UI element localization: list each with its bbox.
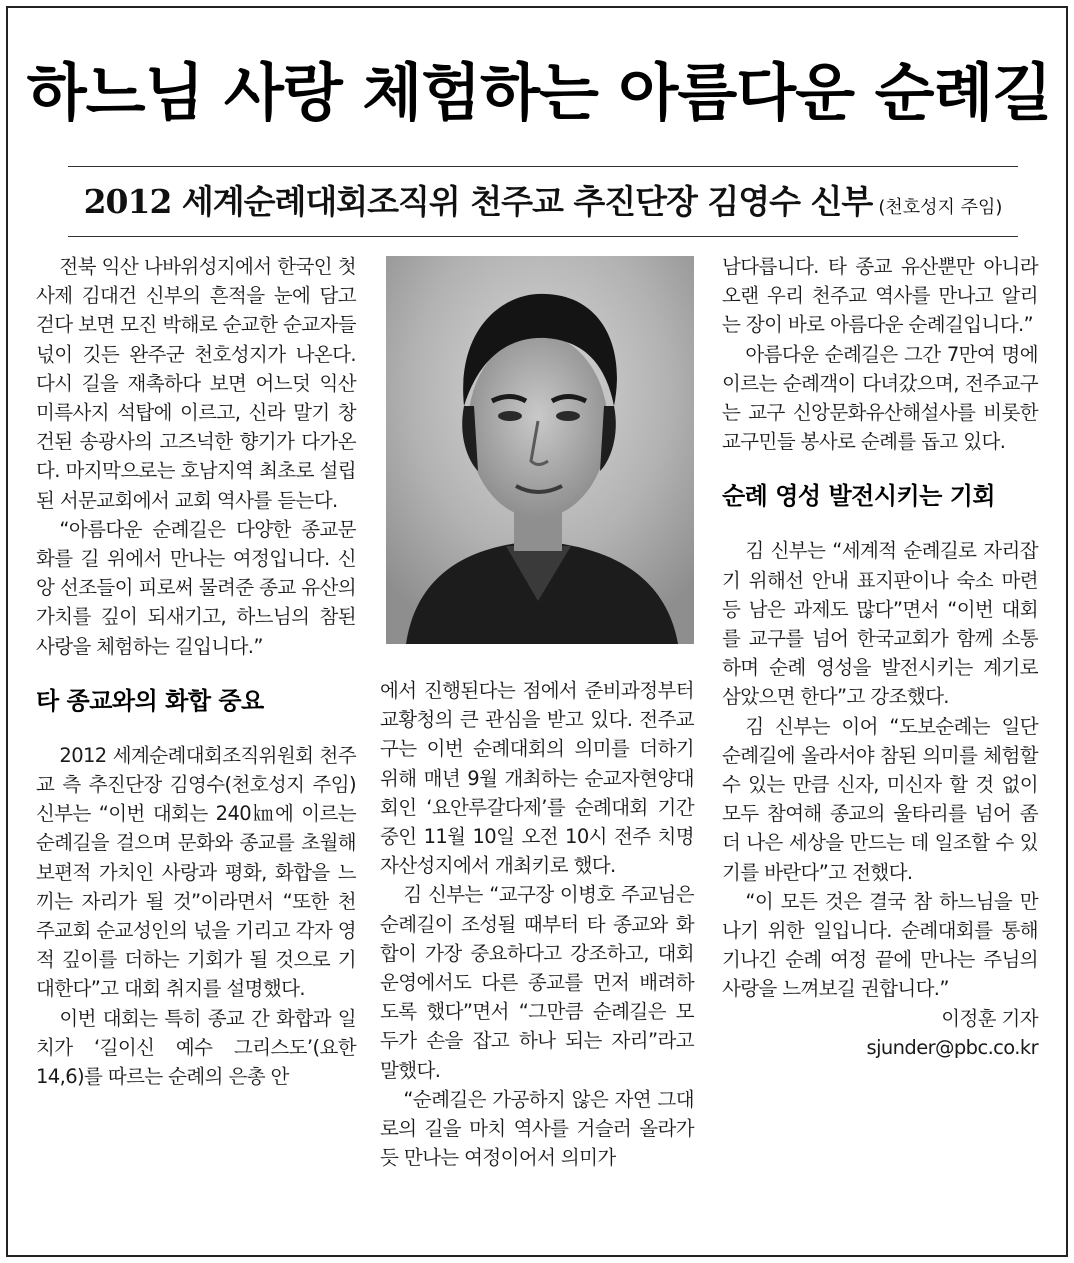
column-3 bbox=[722, 252, 1038, 1062]
paragraph: 이번 대회는 특히 종교 간 화합과 일치가 ‘길이신 예수 그리스도’(요한 14,6)를 따르는 순례의 은총 안 bbox=[36, 1006, 356, 1089]
paragraph: 김 신부는 이어 “도보순례는 일단 순례길에 올라서야 참된 의미를 체험할 수 있는 만큼 신자, 미신자 할 것 없이 모두 참여해 종교의 울타리를 넘어 좀 더 나은 세상을 만드는 데 일조할 수 있기를 바란다”고 전했다. bbox=[722, 714, 1038, 884]
column-2 bbox=[380, 676, 694, 1172]
paragraph: “아름다운 순례길은 다양한 종교문화를 길 위에서 만나는 여정입니다. 신앙 선조들이 피로써 물려준 종교 유산의 가치를 깊이 되새기고, 하느님의 참된 사랑을 체험하는 길입니다.” bbox=[36, 517, 356, 658]
subhead bbox=[68, 174, 1018, 236]
paragraph: 2012 세계순례대회조직위원회 천주교 측 추진단장 김영수(천호성지 주임) 신부는 “이번 대회는 240㎞에 이르는 순례길을 걸으며 문화와 종교를 초월해 보편적 가치인 사랑과 평화, 화합을 느끼는 자리가 될 것”이라면서 “또한 천주교회 순교성인의 넋을 기리고 각자 영적 깊이를 더하는 기회가 될 것으로 기대한다”고 대회 취지를 설명했다. bbox=[36, 743, 356, 1001]
subhead-main: 2012 세계순례대회조직위 천주교 추진단장 김영수 신부 bbox=[83, 182, 873, 221]
subhead-top-rule bbox=[68, 166, 1018, 167]
paragraph: 전북 익산 나바위성지에서 한국인 첫 사제 김대건 신부의 흔적을 눈에 담고 걷다 보면 모진 박해로 순교한 순교자들 넋이 깃든 완주군 천호성지가 나온다. 다시 길을 재촉하다 보면 어느덧 익산 미륵사지 석탑에 이르고, 신라 말기 창건된 송광사의 고즈넉한 향기가 다가온다. 마지막으로는 호남지역 최초로 설립된 서문교회에서 교회 역사를 듣는다. bbox=[36, 255, 356, 512]
section-heading: 타 종교와의 화합 중요 bbox=[36, 686, 264, 715]
paragraph: 에서 진행된다는 점에서 준비과정부터 교황청의 큰 관심을 받고 있다. 전주교구는 이번 순례대회의 의미를 더하기 위해 매년 9월 개최하는 순교자현양대회인 ‘요안루갈다제’를 순례대회 기간 중인 11월 10일 오전 10시 전주 치명자산성지에서 개최키로 했다. bbox=[380, 679, 694, 878]
paragraph: 아름다운 순례길은 그간 7만여 명에 이르는 순례객이 다녀갔으며, 전주교구는 교구 신앙문화유산해설사를 비롯한 교구민들 봉사로 순례를 돕고 있다. bbox=[722, 342, 1038, 454]
section-heading: 순례 영성 발전시키는 기회 bbox=[722, 482, 996, 511]
email-link[interactable]: sjunder@pbc.co.kr bbox=[866, 1035, 1038, 1059]
paragraph: 남다릅니다. 타 종교 유산뿐만 아니라 오랜 우리 천주교 역사를 만나고 알리는 장이 바로 아름다운 순례길입니다.” bbox=[722, 255, 1038, 337]
subhead-note: (천호성지 주임) bbox=[878, 197, 1003, 218]
paragraph: 김 신부는 “세계적 순례길로 자리잡기 위해선 안내 표지판이나 숙소 마련 등 남은 과제도 많다”면서 “이번 대회를 교구를 넘어 한국교회가 함께 소통하며 순례 영성을 발전시키는 계기로 삼았으면 한다”고 강조했다. bbox=[722, 539, 1038, 709]
subhead-bottom-rule bbox=[68, 236, 1018, 237]
portrait-photo bbox=[386, 256, 694, 644]
paragraph: “순례길은 가공하지 않은 자연 그대로의 길을 마치 역사를 거슬러 올라가듯 만나는 여정이어서 의미가 bbox=[380, 1087, 694, 1170]
column-1 bbox=[36, 252, 356, 1091]
portrait-photo-icon bbox=[386, 256, 694, 644]
paragraph: “이 모든 것은 결국 참 하느님을 만나기 위한 일입니다. 순례대회를 통해 기나긴 순례 여정 끝에 만나는 주님의 사랑을 느껴보길 권합니다.” bbox=[722, 889, 1038, 1001]
paragraph: 김 신부는 “교구장 이병호 주교님은 순례길이 조성될 때부터 타 종교와 화합이 가장 중요하다고 강조하고, 대회 운영에서도 다른 종교를 먼저 배려하도록 했다”면서 “그만큼 순례길은 모두가 손을 잡고 하나 되는 자리”라고 말했다. bbox=[380, 883, 694, 1082]
byline: 이정훈 기자 bbox=[941, 1006, 1038, 1030]
headline: 하느님 사랑 체험하는 아름다운 순례길 bbox=[26, 56, 1052, 129]
